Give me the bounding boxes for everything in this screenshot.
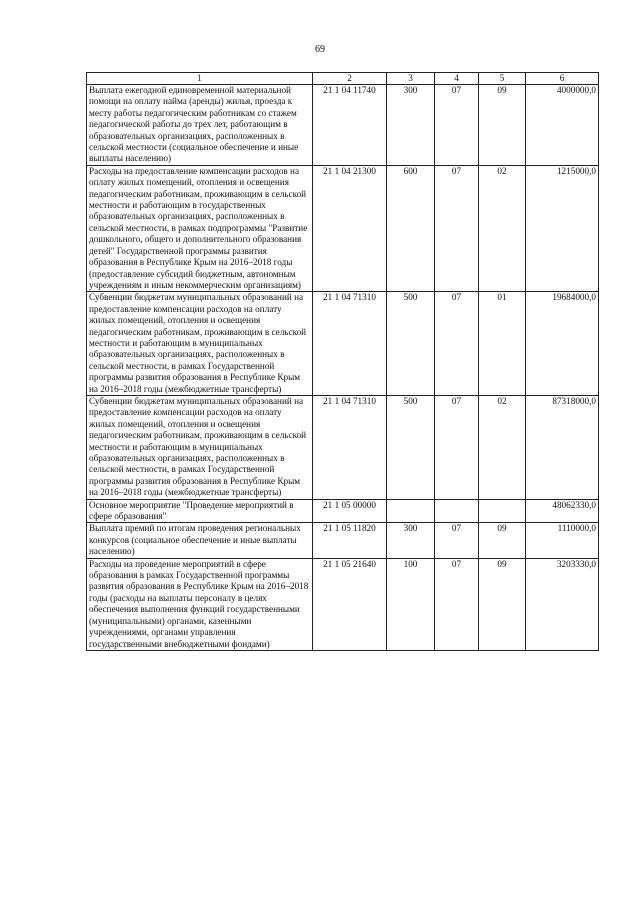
header-col-4: 4 [435, 73, 479, 85]
row-subsection [479, 499, 526, 523]
row-name: Расходы на предоставление компенсации расходов на оплату жилых помещений, отопления и освещения педагогическим работникам, проживающим в сельской местности и работающим в государственных образовательных организациях, расположенных в сельской местности, в рамках подпрограммы "Развитие дошкольного, общего и дополнительного образования детей" Государственной программы развития образования в Республике Крым на 2016–2018 годы (предоставление субсидий бюджетным, автономным учреждениям и иным некоммерческим организациям) [87, 165, 313, 291]
row-target-code: 21 1 04 71310 [313, 292, 387, 396]
table-row [87, 165, 599, 291]
row-section: 07 [435, 292, 479, 396]
row-name: Выплата премий по итогам проведения региональных конкурсов (социальное обеспечение и иные выплаты населению) [87, 523, 313, 558]
table-row [87, 523, 599, 558]
header-col-5: 5 [479, 73, 526, 85]
header-col-1: 1 [87, 73, 313, 85]
row-expense-type: 300 [387, 85, 435, 166]
row-subsection: 01 [479, 292, 526, 396]
table-row [87, 85, 599, 166]
row-amount: 48062330,0 [526, 499, 599, 523]
row-subsection: 02 [479, 395, 526, 499]
budget-table [86, 72, 599, 651]
row-name: Субвенции бюджетам муниципальных образований на предоставление компенсации расходов на оплату жилых помещений, отопления и освещения педагогическим работникам, проживающим в сельской местности и работающим в муниципальных образовательных организациях, расположенных в сельской местности, в рамках Государственной программы развития образования в Республике Крым на 2016–2018 годы (межбюджетные трансферты) [87, 395, 313, 499]
row-target-code: 21 1 05 00000 [313, 499, 387, 523]
row-expense-type: 500 [387, 395, 435, 499]
header-col-2: 2 [313, 73, 387, 85]
row-amount: 4000000,0 [526, 85, 599, 166]
row-amount: 1215000,0 [526, 165, 599, 291]
row-target-code: 21 1 04 21300 [313, 165, 387, 291]
row-name: Субвенции бюджетам муниципальных образований на предоставление компенсации расходов на оплату жилых помещений, отопления и освещения педагогическим работникам, проживающим в сельской местности и работающим в муниципальных образовательных организациях, расположенных в сельской местности, в рамках Государственной программы развития образования в Республике Крым на 2016–2018 годы (межбюджетные трансферты) [87, 292, 313, 396]
table-header-row [87, 73, 599, 85]
row-expense-type: 500 [387, 292, 435, 396]
row-subsection: 09 [479, 523, 526, 558]
row-target-code: 21 1 04 71310 [313, 395, 387, 499]
row-section: 07 [435, 523, 479, 558]
row-subsection: 09 [479, 558, 526, 650]
row-section [435, 499, 479, 523]
row-amount: 87318000,0 [526, 395, 599, 499]
row-name: Выплата ежегодной единовременной материальной помощи на оплату найма (аренды) жилья, проезда к месту работы педагогическим работникам со стажем педагогической работы до трех лет, работающим в образовательных организациях, расположенных в сельской местности (социальное обеспечение и иные выплаты населению) [87, 85, 313, 166]
row-target-code: 21 1 04 11740 [313, 85, 387, 166]
row-section: 07 [435, 395, 479, 499]
row-subsection: 02 [479, 165, 526, 291]
row-amount: 1110000,0 [526, 523, 599, 558]
row-amount: 3203330,0 [526, 558, 599, 650]
table-row [87, 395, 599, 499]
row-section: 07 [435, 85, 479, 166]
row-amount: 19684000,0 [526, 292, 599, 396]
row-expense-type: 600 [387, 165, 435, 291]
row-target-code: 21 1 05 21640 [313, 558, 387, 650]
row-section: 07 [435, 165, 479, 291]
row-expense-type: 100 [387, 558, 435, 650]
row-expense-type: 300 [387, 523, 435, 558]
table-row [87, 558, 599, 650]
header-col-6: 6 [526, 73, 599, 85]
row-expense-type [387, 499, 435, 523]
row-target-code: 21 1 05 11820 [313, 523, 387, 558]
header-col-3: 3 [387, 73, 435, 85]
page-number: 69 [315, 44, 325, 55]
row-subsection: 09 [479, 85, 526, 166]
row-name: Основное мероприятие "Проведение мероприятий в сфере образования" [87, 499, 313, 523]
table-row [87, 292, 599, 396]
row-name: Расходы на проведение мероприятий в сфере образования в рамках Государственной программы развития образования в Республике Крым на 2016–2018 годы (расходы на выплаты персоналу в целях обеспечения выполнения функций государственными (муниципальными) органами, казенными учреждениями, органами управления государственными внебюджетными фондами) [87, 558, 313, 650]
table-row [87, 499, 599, 523]
row-section: 07 [435, 558, 479, 650]
